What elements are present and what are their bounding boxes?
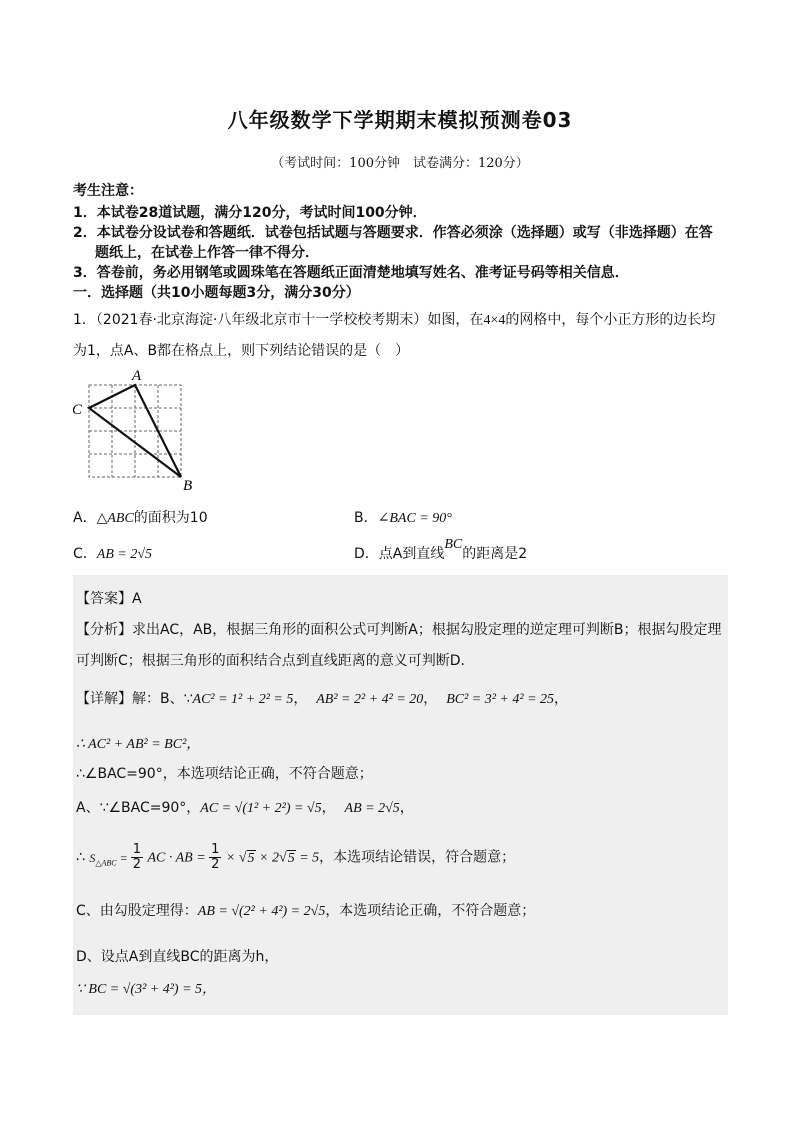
- eq-ab-squared: AB² = 2² + 4² = 20: [316, 692, 424, 707]
- step-sum: ∴ AC² + AB² = BC²，: [76, 737, 201, 752]
- detail-line: 【详解】解：B、∵AC² = 1² + 2² = 5， AB² = 2² + 4² = 20， BC² = 3² + 4² = 25，: [76, 691, 569, 707]
- option-b-math: ∠BAC = 90°: [377, 511, 452, 526]
- question-text-a: 1．（2021春·北京海淀·八年级北京市十一学校校考期末）如图，在: [73, 312, 484, 328]
- c-eq: AB = √(2² + 4²) = 2√5: [197, 904, 326, 919]
- step-d: D、设点A到直线BC的距离为h，: [76, 949, 279, 965]
- notice-item-2-cont: 题纸上，在试卷上作答一律不得分．: [95, 245, 319, 261]
- notice-item-2: 2．本试卷分设试卷和答题纸．试卷包括试题与答题要求．作答必须涂（选择题）或写（非选择题）在答: [73, 225, 713, 241]
- fraction-half-2: $\frac{1}{2}$: [211, 842, 220, 872]
- section-heading: 一．选择题（共10小题每题3分，满分30分）: [73, 285, 360, 301]
- grid-lines: [89, 385, 181, 477]
- step-c: C、由勾股定理得：AB = √(2² + 4²) = 2√5，本选项结论正确，不符合题意；: [76, 903, 536, 919]
- a-eq-ac: AC = √(1² + 2²) = √5: [200, 801, 322, 816]
- option-c: C．AB = 2√5: [73, 546, 153, 562]
- eq-bc-squared: BC² = 3² + 4² = 25: [446, 692, 555, 707]
- detail-head: 【详解】解：B、∵: [76, 691, 193, 707]
- notice-heading: 考生注意：: [73, 183, 143, 199]
- page-title: 八年级数学下学期期末模拟预测卷03: [227, 108, 573, 132]
- analysis-line-2: 可判断C；根据三角形的面积结合点到直线距离的意义可判断D．: [76, 653, 475, 669]
- a-eq-ab: AB = 2√5: [344, 801, 400, 816]
- page-subtitle: （考试时间：100分钟 试卷满分：120分）: [271, 156, 529, 171]
- question-line-1: [73, 309, 715, 329]
- fraction-half-1: $\frac{1}{2}$: [132, 842, 142, 872]
- analysis-line-1: 【分析】求出AC，AB，根据三角形的面积公式可判断A；根据勾股定理的逆定理可判断B；根据勾股定理: [76, 622, 722, 638]
- option-a-math: △ABC: [96, 511, 134, 526]
- notice-item-1: 1．本试卷28道试题，满分120分，考试时间100分钟．: [73, 205, 427, 221]
- area-line: ∴ $S_{\triangle ABC}$ = $\frac{1}{2}$ AC · AB = $\frac{1}{2}$ × √5 × 2√5 = 5，本选项结论错误，符合题意；: [76, 842, 516, 872]
- step-bc: ∵ BC = √(3² + 4²) = 5，: [76, 982, 217, 997]
- option-d: D．点A到直线BC的距离是2: [354, 537, 528, 562]
- option-b: B．∠BAC = 90°: [354, 510, 452, 526]
- option-a: A．△ABC的面积为10: [73, 510, 208, 526]
- answer-line: 【答案】A: [76, 591, 142, 607]
- step-angle: ∴∠BAC=90°，本选项结论正确，不符合题意；: [76, 766, 373, 782]
- grid-size: 4×4: [483, 313, 506, 328]
- area-tail: ，本选项结论错误，符合题意；: [319, 849, 516, 866]
- label-c: C: [72, 402, 83, 418]
- option-c-math: AB = 2√5: [96, 547, 153, 562]
- grid-figure: [70, 362, 200, 492]
- notice-item-3: 3．答卷前，务必用钢笔或圆珠笔在答题纸正面清楚地填写姓名、准考证号码等相关信息．: [73, 265, 629, 281]
- question-text-b: 的网格中，每个小正方形的边长均: [505, 312, 716, 328]
- step-a: A、∵∠BAC=90°，AC = √(1² + 2²) = √5， AB = 2√5，: [76, 800, 414, 816]
- option-d-math: BC: [444, 537, 463, 552]
- question-line-2: 为1，点A、B都在格点上，则下列结论错误的是（ ）: [73, 343, 410, 359]
- label-b: B: [183, 478, 193, 492]
- label-a: A: [132, 368, 142, 384]
- eq-ac-squared: AC² = 1² + 2² = 5: [192, 692, 294, 707]
